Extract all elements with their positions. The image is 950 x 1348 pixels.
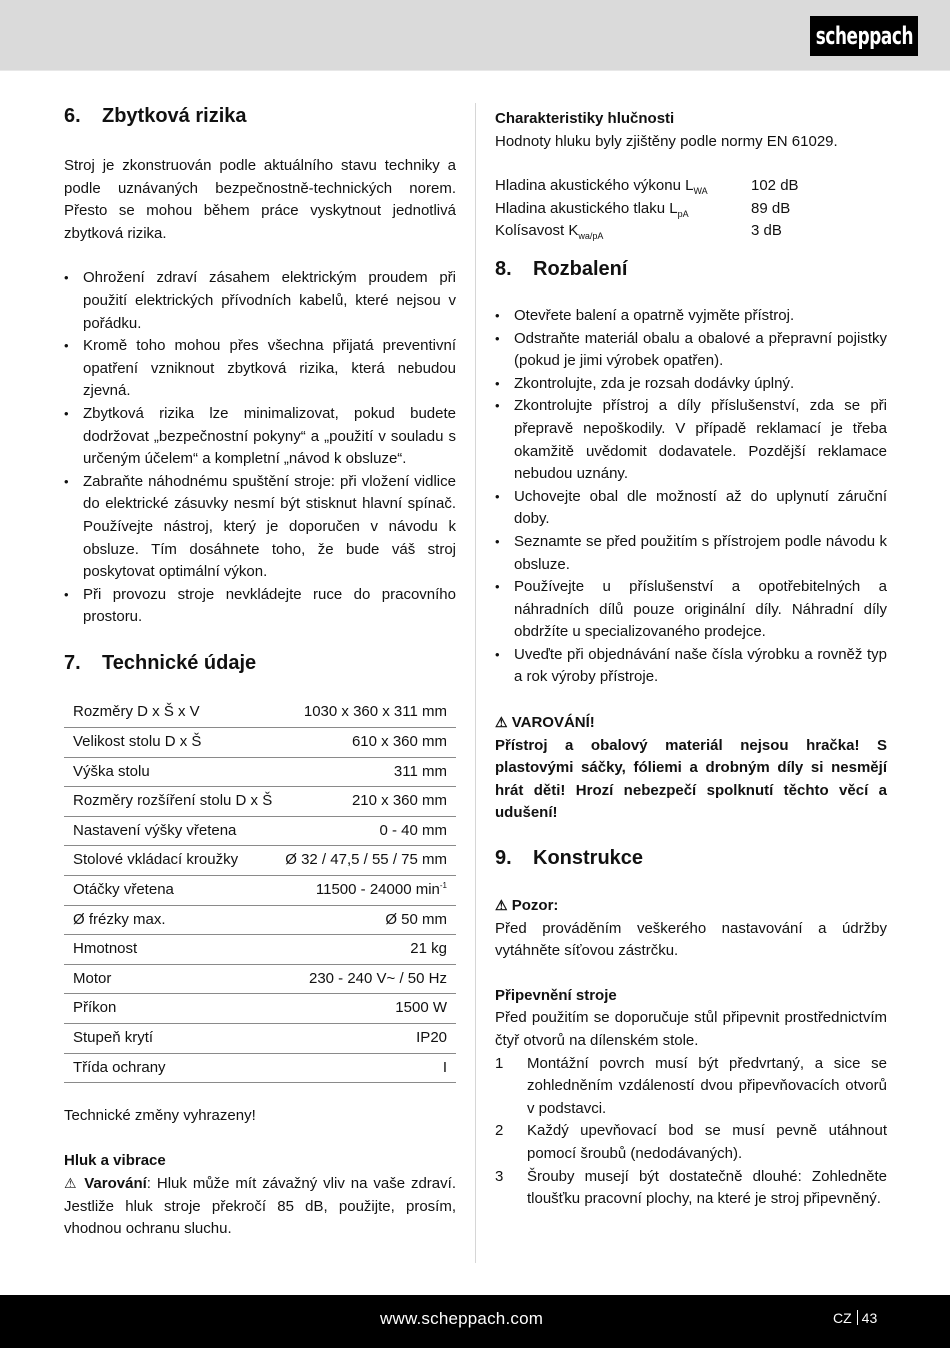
spec-label: Ø frézky max. [64,905,285,935]
noise-label-text: Kolísavost K [495,222,579,240]
warning-title-text: VAROVÁNÍ! [511,714,595,732]
caution-text: Před prováděním veškerého nastavování a údržby vytáhněte síťovou zástrčku. [495,919,887,960]
spec-label: Rozměry D x Š x V [64,698,285,728]
list-item: • Zabraňte náhodnému spuštění stroje: při vložení vidlice do elektrické zásuvky nesmí být stisknut hlavní spínač. Používejte nástroj, který je doporučen v návodu k obsluze. Tím dosáhnete toho, že bude váš stroj poskytovat optimální výkon. [64,471,456,584]
table-row [64,727,456,757]
spec-value: 1030 x 360 x 311 mm [285,698,456,728]
spec-label: Výška stolu [64,757,285,787]
noise-vibration-title: Hluk a vibrace [64,1151,166,1169]
table-row [495,175,799,198]
spec-value: Ø 32 / 47,5 / 55 / 75 mm [285,846,456,876]
table-row [64,1023,456,1053]
spec-label: Stolové vkládací kroužky [64,846,285,876]
noise-label-text: Hladina akustického tlaku L [495,199,678,217]
logo-text: scheppach [815,22,913,50]
noise-label-subscript: pA [677,208,689,219]
noise-label-subscript: WA [693,186,708,197]
section-8-heading [495,257,887,281]
section-7-heading [64,651,456,675]
table-row [495,220,799,243]
list-item [495,1120,887,1165]
mounting-intro: Před použitím se doporučuje stůl připevnit prostřednictvím čtyř otvorů na dílenském stole. [495,1009,887,1049]
spec-value: 21 kg [285,935,456,965]
list-item: • Zkontrolujte přístroj a díly příslušenství, zda se při přepravě nepoškodily. V případě reklamací je třeba okamžitě uvědomit dodavatele. Pozdější reklamace nebudou uznány. [495,395,887,485]
right-column [495,108,887,1211]
section-number: 7. [64,651,81,674]
noise-label-subscript: wa/pA [578,231,604,242]
section-number: 8. [495,257,512,280]
unpacking-list [495,305,887,689]
page-indicator [833,1310,877,1326]
spec-value: IP20 [285,1023,456,1053]
list-item: • Seznamte se před použitím s přístrojem podle návodu k obsluze. [495,531,887,576]
mounting-steps [495,1053,887,1211]
spec-label: Třída ochrany [64,1053,285,1083]
spec-label: Hmotnost [64,935,285,965]
caution-title [495,894,887,918]
spec-value: I [285,1053,456,1083]
mounting-title: Připevnění stroje [495,986,617,1004]
spec-label: Otáčky vřetena [64,875,285,905]
spec-value: 1500 W [285,994,456,1024]
spec-value: 0 - 40 mm [285,816,456,846]
table-row [64,846,456,876]
warning-triangle-icon: ⚠ [64,1175,79,1192]
table-row [64,1053,456,1083]
section-number: 6. [64,105,81,127]
warning-triangle-icon: ⚠ [495,714,508,731]
spec-value: 311 mm [285,757,456,787]
noise-values-table [495,175,799,243]
list-item [495,1166,887,1211]
table-row [64,698,456,728]
list-item: • Zkontrolujte, zda je rozsah dodávky úplný. [495,373,887,396]
caution-title-text: Pozor: [511,897,559,915]
technical-changes-note: Technické změny vyhrazeny! [64,1107,256,1125]
list-item: • Uchovejte obal dle možností až do uplynutí záruční doby. [495,486,887,531]
noise-value: 89 dB [751,199,791,217]
spec-value: 230 - 240 V~ / 50 Hz [285,964,456,994]
section-9-heading [495,846,887,870]
spec-label: Motor [64,964,285,994]
spec-label: Stupeň krytí [64,1023,285,1053]
packaging-warning-text: Přístroj a obalový materiál nejsou hračka! S plastovými sáčky, fóliemi a drobným díly si nesmějí hrát děti! Hrozí nebezpečí spolknutí těchto věcí a udušení! [495,736,887,822]
technical-specs-table [64,698,456,1083]
list-item: • Zbytková rizika lze minimalizovat, pokud budete dodržovat „bezpečnostní pokyny“ a „použití v souladu s určeným účelem“ a kompletní „návod k obsluze“. [64,403,456,471]
list-item: • Při provozu stroje nevkládejte ruce do pracovního prostoru. [64,584,456,629]
noise-value: 3 dB [751,222,782,240]
spec-value: Ø 50 mm [285,905,456,935]
step-text: Každý upevňovací bod se musí pevně utáhnout pomocí šroubů (nedodávaných). [527,1122,887,1162]
warning-text: : Hluk může mít závažný vliv na vaše zdraví. Jestliže hluk stroje překročí 85 dB, použijte, prosím, vhodnou ochranu sluchu. [64,1175,456,1238]
website-link[interactable]: www.scheppach.com [380,1309,544,1328]
footer-bar [0,1295,950,1348]
noise-label [495,175,751,198]
left-column [64,104,456,1241]
list-item: • Otevřete balení a opatrně vyjměte přístroj. [495,305,887,328]
spec-label: Rozměry rozšíření stolu D x Š [64,787,285,817]
spec-label: Příkon [64,994,285,1024]
packaging-warning-title [495,711,887,735]
spec-value: 210 x 360 mm [285,787,456,817]
noise-characteristics-intro: Hodnoty hluku byly zjištěny podle normy EN 61029. [495,132,838,150]
step-number: 3 [495,1167,504,1185]
step-text: Šrouby musejí být dostatečně dlouhé: Zohledněte tloušťku pracovní plochy, na které je stroj připevněný. [527,1167,887,1208]
noise-label [495,220,751,243]
page-number: 43 [861,1310,878,1326]
list-item: • Odstraňte materiál obalu a obalové a přepravní pojistky (pokud je jimi výrobek opatřen). [495,328,887,373]
noise-warning [64,1172,456,1241]
step-text: Montážní povrch musí být předvrtaný, a sice se zohledněním vzdáleností dvou připevňovacích otvorů v podstavci. [527,1054,887,1117]
warning-label: Varování [84,1175,147,1193]
spec-label: Nastavení výšky vřetena [64,816,285,846]
noise-characteristics-title: Charakteristiky hlučnosti [495,110,675,127]
noise-label [495,198,751,221]
section-title: Technické údaje [102,651,257,674]
table-row [64,994,456,1024]
section-6-intro: Stroj je zkonstruován podle aktuálního stavu techniky a podle uznávaných bezpečnostně-technických norem. Přesto se mohou během práce vyskytnout jednotlivá zbytková rizika. [64,157,456,242]
table-row [64,964,456,994]
section-number: 9. [495,847,512,870]
language-code: CZ [833,1310,852,1326]
residual-risks-list [64,267,456,629]
spec-value-superscript: -1 [439,880,447,890]
table-row [64,787,456,817]
list-item: • Ohrožení zdraví zásahem elektrickým proudem při použití elektrických přívodních kabelů, které nejsou v pořádku. [64,267,456,335]
table-row [64,905,456,935]
table-row [495,198,799,221]
noise-value: 102 dB [751,177,799,195]
table-row [64,875,456,905]
scheppach-logo [810,16,918,56]
spec-value: 610 x 360 mm [285,727,456,757]
list-item: • Uveďte při objednávání naše čísla výrobku a rovněž typ a rok výroby přístroje. [495,644,887,689]
table-row [64,816,456,846]
separator [857,1310,858,1325]
list-item [495,1053,887,1121]
list-item: • Kromě toho mohou přes všechna přijatá preventivní opatření vzniknout zbytková rizika, která nebudou zjevná. [64,335,456,403]
header-bar [0,0,950,71]
spec-label: Velikost stolu D x Š [64,727,285,757]
noise-label-text: Hladina akustického výkonu L [495,177,694,195]
warning-triangle-icon: ⚠ [495,897,508,914]
step-number: 2 [495,1122,504,1140]
table-row [64,935,456,965]
section-title: Rozbalení [533,257,628,280]
spec-value-text: 11500 - 24000 min [315,880,440,898]
table-row [64,757,456,787]
list-item: • Používejte u příslušenství a opotřebitelných a náhradních dílů pouze originální díly. Náhradní díly obdržíte u specializovaného prodejce. [495,576,887,644]
section-title: Konstrukce [533,847,644,870]
section-6-heading [64,104,456,128]
step-number: 1 [495,1054,504,1072]
spec-value [285,875,456,905]
column-divider [475,103,476,1263]
section-title: Zbytková rizika [102,105,247,127]
